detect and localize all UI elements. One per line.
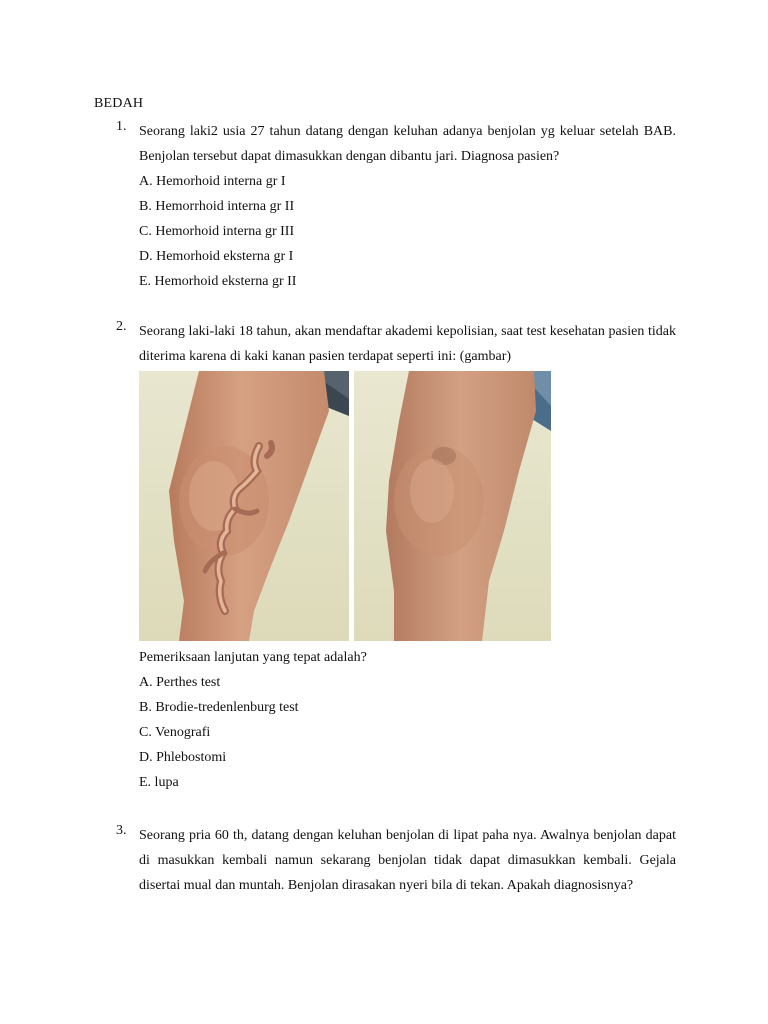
question-number: 2. xyxy=(116,319,127,334)
option-e: E. lupa xyxy=(139,775,179,790)
option-d: D. Hemorhoid eksterna gr I xyxy=(139,249,294,264)
option-d: D. Phlebostomi xyxy=(139,750,227,765)
question-number: 1. xyxy=(116,119,127,134)
question-prompt: Pemeriksaan lanjutan yang tepat adalah? xyxy=(139,650,367,665)
varicose-vein-leg-photo xyxy=(139,371,349,641)
question-number: 3. xyxy=(116,823,127,838)
question-text: Seorang laki-laki 18 tahun, akan mendaftar akademi kepolisian, saat test kesehatan pasien tidak diterima karena di kaki kanan pasien terdapat seperti ini: (gambar) xyxy=(139,324,676,364)
question-2 xyxy=(116,319,676,795)
question-text: Seorang pria 60 th, datang dengan keluhan benjolan di lipat paha nya. Awalnya benjolan dapat di masukkan kembali namun sekarang benjolan tidak dapat dimasukkan kembali. Gejala disertai mual dan muntah. Benjolan dirasakan nyeri bila di tekan. Apakah diagnosisnya? xyxy=(139,828,676,893)
question-3 xyxy=(116,823,676,898)
option-a: A. Perthes test xyxy=(139,675,221,690)
option-a: A. Hemorhoid interna gr I xyxy=(139,174,286,189)
question-text: Seorang laki2 usia 27 tahun datang dengan keluhan adanya benjolan yg keluar setelah BAB. Benjolan tersebut dapat dimasukkan dengan dibantu jari. Diagnosa pasien? xyxy=(139,124,676,164)
treated-leg-photo xyxy=(354,371,551,641)
option-e: E. Hemorhoid eksterna gr II xyxy=(139,274,297,289)
clinical-photo-figure xyxy=(139,371,551,641)
question-1 xyxy=(116,119,676,294)
option-c: C. Hemorhoid interna gr III xyxy=(139,224,295,239)
option-b: B. Hemorrhoid interna gr II xyxy=(139,199,295,214)
option-c: C. Venografi xyxy=(139,725,211,740)
section-title: BEDAH xyxy=(94,96,144,111)
option-b: B. Brodie-tredenlenburg test xyxy=(139,700,299,715)
